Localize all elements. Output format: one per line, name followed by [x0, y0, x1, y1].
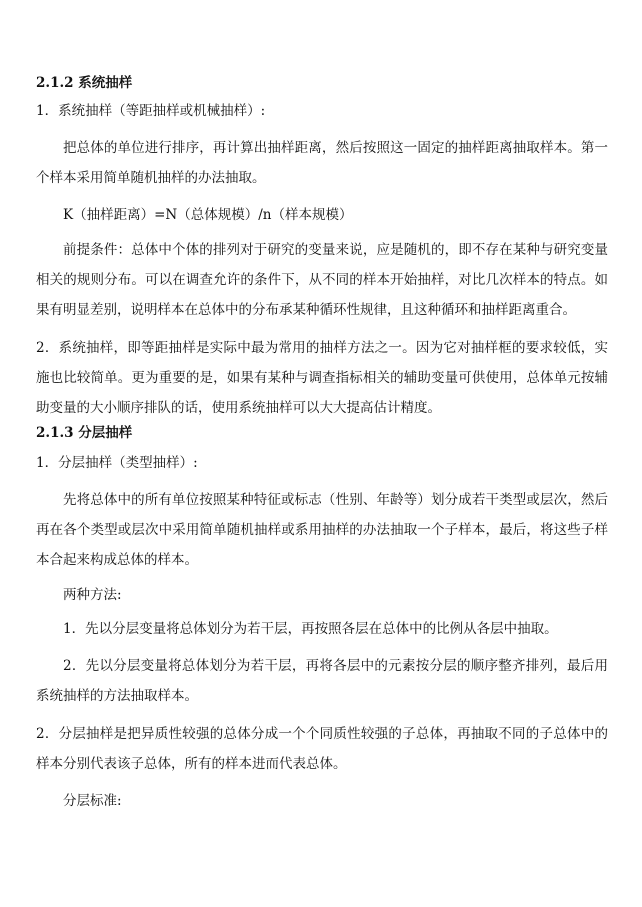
stratification-criteria-title: 分层标准: — [63, 793, 122, 809]
systematic-sampling-item-2: 2．系统抽样，即等距抽样是实际中最为常用的抽样方法之一。因为它对抽样框的要求较低，实施也比较简单。更为重要的是，如果有某种与调查指标相关的辅助变量可供使用，总体单元按辅助变量的大小顺序排队的话，使用系统抽样可以大大提高估计精度。 — [36, 340, 608, 416]
two-methods-title: 两种方法: — [63, 587, 122, 603]
section-heading-2-1-3: 2.1.3 分层抽样 — [36, 425, 133, 441]
systematic-sampling-precondition: 前提条件：总体中个体的排列对于研究的变量来说，应是随机的，即不存在某种与研究变量相关的规则分布。可以在调查允许的条件下，从不同的样本开始抽样，对比几次样本的特点。如果有明显差别，说明样本在总体中的分布承某种循环性规律，且这种循环和抽样距离重合。 — [36, 242, 608, 318]
section-heading-2-1-2: 2.1.2 系统抽样 — [36, 75, 133, 91]
sampling-distance-formula: K（抽样距离）=N（总体规模）/n（样本规模） — [63, 207, 353, 223]
stratified-sampling-item-2: 2．分层抽样是把异质性较强的总体分成一个个同质性较强的子总体，再抽取不同的子总体中的样本分别代表该子总体，所有的样本进而代表总体。 — [36, 726, 608, 772]
stratified-method-1: 1．先以分层变量将总体划分为若干层，再按照各层在总体中的比例从各层中抽取。 — [63, 621, 558, 637]
stratified-sampling-item-1-title: 1．分层抽样（类型抽样）: — [36, 455, 198, 471]
stratified-method-2: 2．先以分层变量将总体划分为若干层，再将各层中的元素按分层的顺序整齐排列，最后用系统抽样的方法抽取样本。 — [36, 658, 608, 704]
systematic-sampling-item-1-title: 1．系统抽样（等距抽样或机械抽样）: — [36, 103, 266, 119]
document-page — [36, 73, 608, 823]
systematic-sampling-paragraph-1: 把总体的单位进行排序，再计算出抽样距离，然后按照这一固定的抽样距离抽取样本。第一个样本采用简单随机抽样的办法抽取。 — [36, 140, 608, 186]
stratified-sampling-paragraph-1: 先将总体中的所有单位按照某种特征或标志（性别、年龄等）划分成若干类型或层次，然后再在各个类型或层次中采用简单随机抽样或系用抽样的办法抽取一个子样本，最后，将这些子样本合起来构成总体的样本。 — [36, 492, 608, 568]
